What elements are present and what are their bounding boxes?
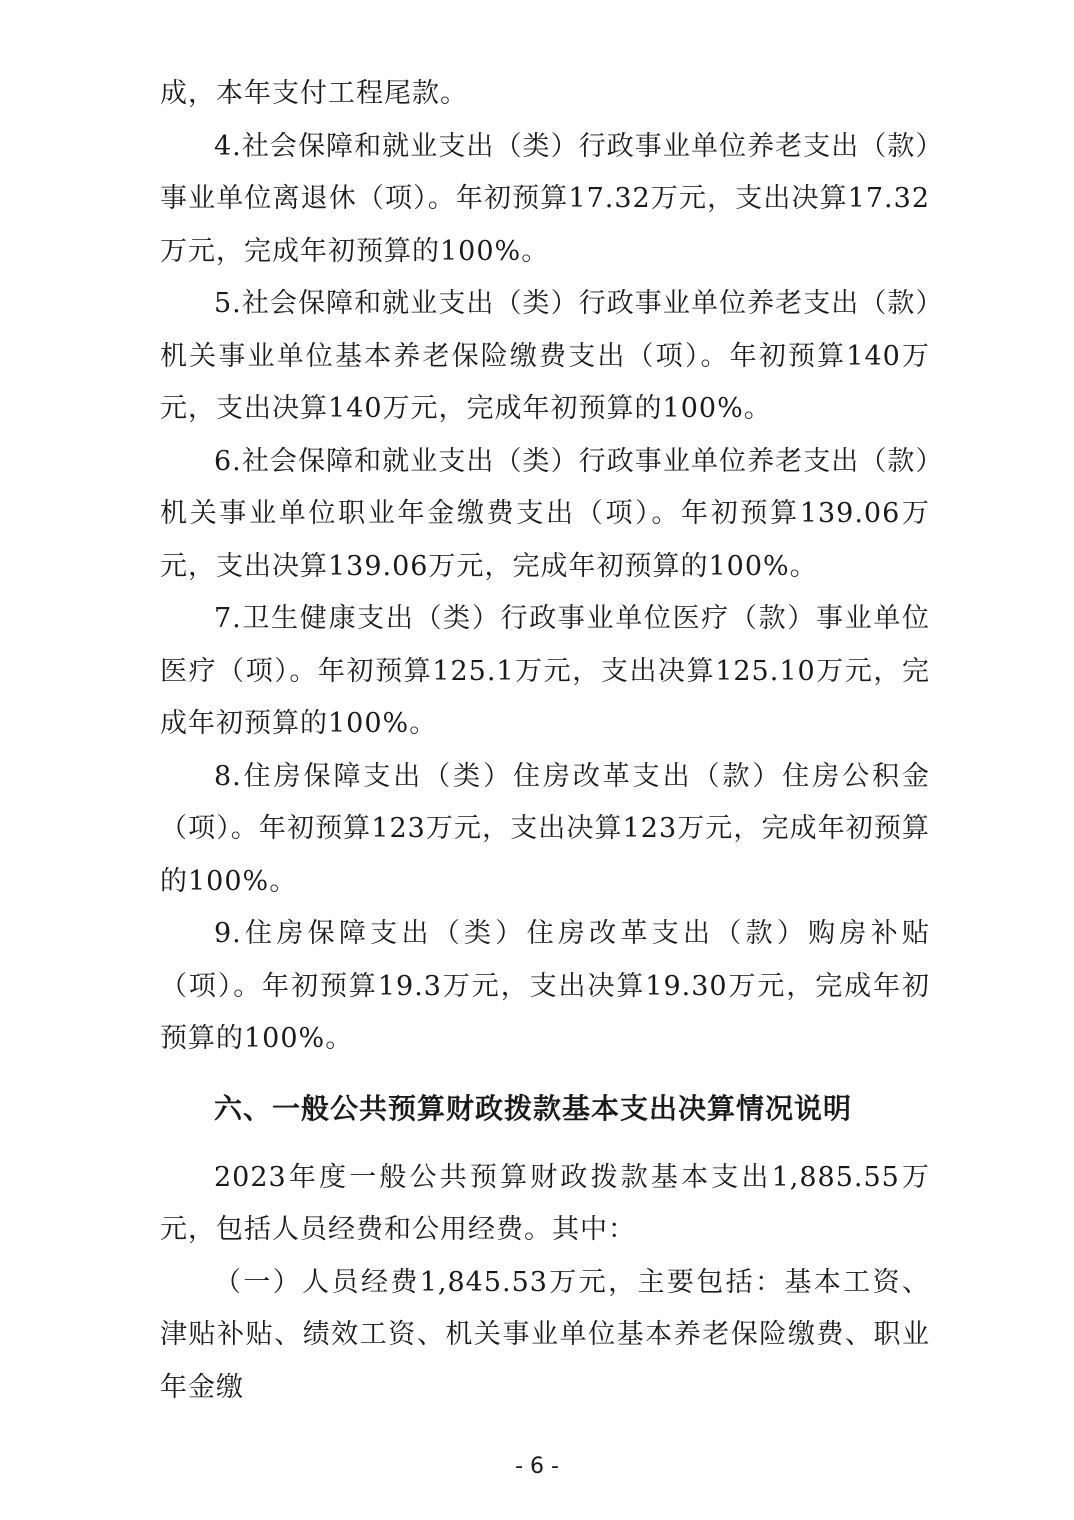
page-number: - 6 - <box>515 1454 559 1479</box>
paragraph-item-7: 7.卫生健康支出（类）行政事业单位医疗（款）事业单位医疗（项）。年初预算125.1万元，支出决算125.10万元，完成年初预算的100%。 <box>160 603 930 739</box>
paragraph-item-8: 8.住房保障支出（类）住房改革支出（款）住房公积金（项）。年初预算123万元，支出决算123万元，完成年初预算的100%。 <box>160 760 930 897</box>
paragraph-item-5: 5.社会保障和就业支出（类）行政事业单位养老支出（款）机关事业单位基本养老保险缴费支出（项）。年初预算140万元，支出决算140万元，完成年初预算的100%。 <box>160 288 930 424</box>
section-heading: 六、一般公共预算财政拨款基本支出决算情况说明 <box>214 1091 853 1125</box>
paragraph-basic-expenditure: 2023年度一般公共预算财政拨款基本支出1,885.55万元，包括人员经费和公用经费。其中： <box>160 1161 930 1245</box>
paragraph-item-9: 9.住房保障支出（类）住房改革支出（款）购房补贴（项）。年初预算19.3万元，支出决算19.30万元，完成年初预算的100%。 <box>160 918 930 1054</box>
paragraph-item-4: 4.社会保障和就业支出（类）行政事业单位养老支出（款）事业单位离退休（项）。年初预算17.32万元，支出决算17.32万元，完成年初预算的100%。 <box>160 130 930 267</box>
paragraph-continuation: 成，本年支付工程尾款。 <box>160 78 468 109</box>
paragraph-item-6: 6.社会保障和就业支出（类）行政事业单位养老支出（款）机关事业单位职业年金缴费支出（项）。年初预算139.06万元，支出决算139.06万元，完成年初预算的100%。 <box>160 445 930 582</box>
document-page <box>160 68 930 1414</box>
paragraph-personnel-expenditure: （一）人员经费1,845.53万元，主要包括：基本工资、津贴补贴、绩效工资、机关事业单位基本养老保险缴费、职业年金缴 <box>160 1266 930 1403</box>
